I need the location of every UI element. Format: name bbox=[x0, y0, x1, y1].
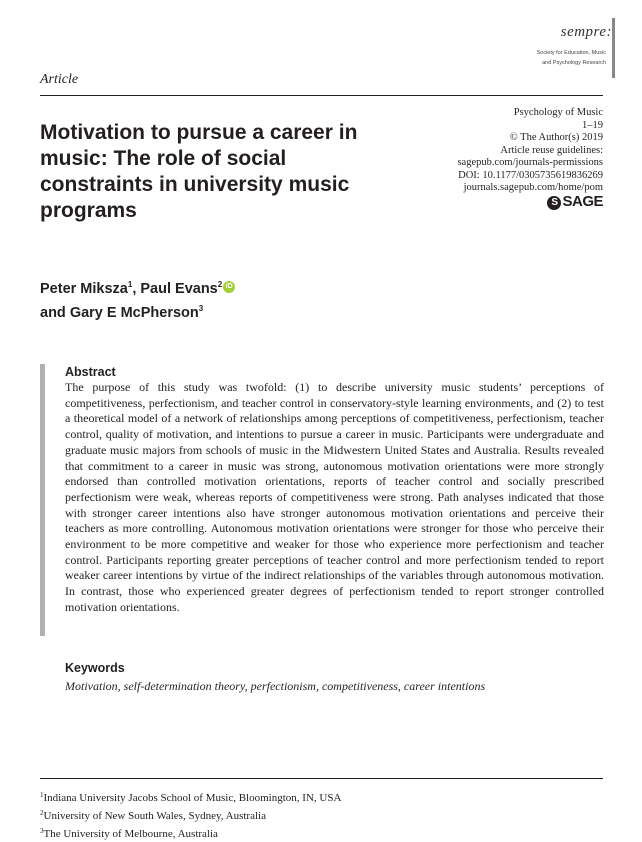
affiliation-marker: 2 bbox=[217, 280, 223, 289]
keywords-text: Motivation, self-determination theory, perfectionism, competitiveness, career intentions bbox=[65, 679, 486, 693]
society-name-line1: Society for Education, Music bbox=[536, 50, 606, 56]
affiliation-marker: 3 bbox=[198, 304, 204, 313]
abstract-heading: Abstract bbox=[65, 365, 116, 379]
sage-logo bbox=[547, 193, 603, 210]
society-name-line2: and Psychology Research bbox=[542, 60, 606, 66]
affiliation-item bbox=[40, 824, 341, 842]
copyright: © The Author(s) 2019 bbox=[509, 132, 603, 143]
abstract-text: The purpose of this study was twofold: (1) to describe university music students’ perceptions of competitiveness, perfectionism, and teacher control in conservatory-style learning environments, and (2) to test a theoretical model of a network of relationships among perceptions of competitiveness, perfectionism, teacher control, quality of motivation, and intentions to pursue a career in music. Participants were undergraduate and graduate music majors from schools of music in the Midwestern United States and Australia. Results revealed that commitment to a career in music was strong, autonomous motivation orientations were more strongly endorsed than controlled motivation orientations, reports of teacher control and socially prescribed perfectionism were weak, whereas reports of competitiveness were strong. Path analyses indicated that those with stronger career intentions also have stronger autonomous motivation orientations and perceive their teachers as more controlling. Autonomous motivation orientations were stronger for those who perceive their environment to be more competitive and weaker for those who experience more perfectionism and teacher control. Participants reporting greater perceptions of teacher control and more perfectionism tended to report weaker career intentions by virtue of the indirect relationships of the variables through autonomous motivation. In contrast, those who experienced greater degrees of perfectionism tended to report stronger controlled motivation orientations. bbox=[65, 380, 604, 614]
author-name: Paul Evans bbox=[140, 281, 218, 297]
affiliation-item bbox=[40, 806, 341, 824]
page-range: 1–19 bbox=[582, 119, 603, 131]
affiliation-number: 2 bbox=[40, 809, 44, 817]
journal-name: Psychology of Music bbox=[513, 107, 603, 118]
article-type-label: Article bbox=[40, 72, 79, 87]
author-name: Gary E McPherson bbox=[69, 305, 199, 321]
author-name: Peter Miksza bbox=[40, 281, 128, 297]
journal-home-link[interactable]: journals.sagepub.com/home/pom bbox=[463, 182, 603, 193]
doi[interactable]: DOI: 10.1177/0305735619836269 bbox=[458, 169, 603, 181]
author-line-2 bbox=[40, 299, 235, 323]
sempre-logo: sempre: bbox=[560, 24, 612, 40]
paper-title: Motivation to pursue a career in music: The role of social constraints in university music programs bbox=[40, 121, 358, 222]
affiliation-text: Indiana University Jacobs School of Music, Bloomington, IN, USA bbox=[43, 792, 342, 804]
reuse-link[interactable]: sagepub.com/journals-permissions bbox=[457, 157, 603, 168]
affiliation-item bbox=[40, 788, 341, 806]
affiliation-number: 3 bbox=[40, 827, 44, 835]
keywords-heading: Keywords bbox=[65, 661, 125, 675]
affiliation-marker: 1 bbox=[127, 280, 133, 289]
publisher-name: SAGE bbox=[562, 193, 603, 210]
footer-divider bbox=[40, 778, 603, 779]
abstract-side-bar bbox=[40, 364, 45, 636]
author-separator: , bbox=[132, 281, 141, 297]
author-list bbox=[40, 275, 235, 323]
logo-divider bbox=[612, 18, 615, 78]
affiliations bbox=[40, 788, 341, 842]
orcid-icon[interactable]: iD bbox=[223, 281, 235, 293]
journal-info bbox=[457, 107, 603, 195]
affiliation-text: University of New South Wales, Sydney, Australia bbox=[43, 810, 266, 822]
header-divider bbox=[40, 95, 603, 96]
reuse-guidelines: Article reuse guidelines: bbox=[500, 144, 603, 156]
author-line-1 bbox=[40, 275, 235, 299]
affiliation-text: The University of Melbourne, Australia bbox=[43, 828, 218, 840]
affiliation-number: 1 bbox=[40, 791, 44, 799]
sage-mark-icon: S bbox=[547, 196, 561, 210]
author-separator: and bbox=[40, 305, 70, 321]
